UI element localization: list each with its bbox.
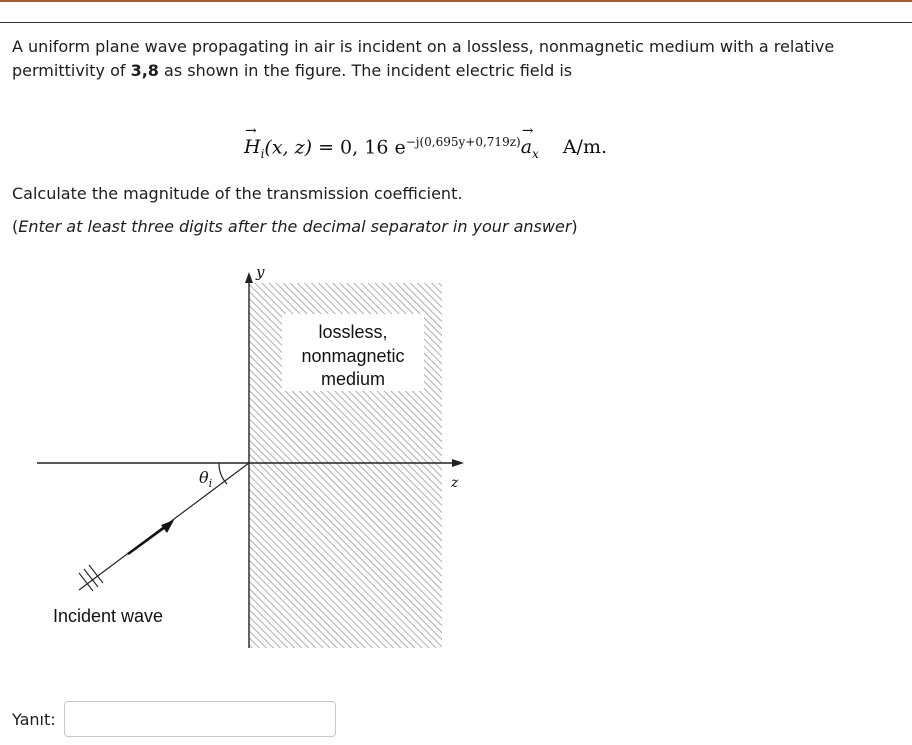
angle-subscript: i [208, 477, 213, 490]
answer-label: Yanıt: [12, 710, 56, 729]
permittivity-value: 3,8 [130, 61, 159, 80]
header-separator [0, 22, 912, 23]
top-accent-rule [0, 0, 912, 2]
angle-label [199, 468, 212, 490]
formula-exponent: −j(0,695y+0,719z) [405, 135, 521, 149]
formula-lhs-subscript: i [260, 147, 265, 162]
formula-lhs-symbol: → H [244, 136, 261, 158]
formula-lhs-args: (x, z) [264, 136, 313, 159]
formula-unit-vector: → a [521, 136, 532, 158]
incidence-figure [0, 255, 500, 655]
hint-close-paren: ) [571, 217, 578, 236]
question-line-2 [12, 59, 902, 83]
question-line-2-pre: permittivity of [12, 61, 131, 80]
answer-input[interactable] [64, 701, 336, 737]
propagation-arrow-shaft [128, 527, 165, 554]
instruction-text: Calculate the magnitude of the transmission coefficient. [12, 184, 463, 203]
medium-label-line-3: medium [320, 369, 386, 389]
question-line-2-post: as shown in the figure. The incident electric field is [158, 61, 573, 80]
formula-unit: A/m. [562, 136, 608, 159]
y-axis-arrowhead [245, 272, 253, 283]
question-line-1: A uniform plane wave propagating in air is incident on a lossless, nonmagnetic medium with a relative [12, 37, 835, 56]
formula-equals: = 0, 16 e [312, 136, 406, 159]
propagation-arrowhead [161, 520, 174, 533]
incident-wave-label: Incident wave [53, 606, 164, 626]
answer-hint [12, 215, 578, 239]
formula-unit-vector-subscript: x [532, 147, 539, 162]
angle-symbol: θ [199, 468, 209, 487]
medium-label-line-1: lossless, [318, 322, 388, 342]
field-formula [244, 135, 607, 161]
z-axis-label: z [451, 475, 459, 491]
question-text [12, 35, 902, 83]
y-axis-label: y [256, 263, 265, 281]
hint-text: Enter at least three digits after the decimal separator in your answer [18, 217, 572, 236]
medium-label-line-2: nonmagnetic [301, 346, 405, 366]
z-axis-arrowhead [452, 459, 464, 467]
hint-open-paren: ( [12, 217, 19, 236]
